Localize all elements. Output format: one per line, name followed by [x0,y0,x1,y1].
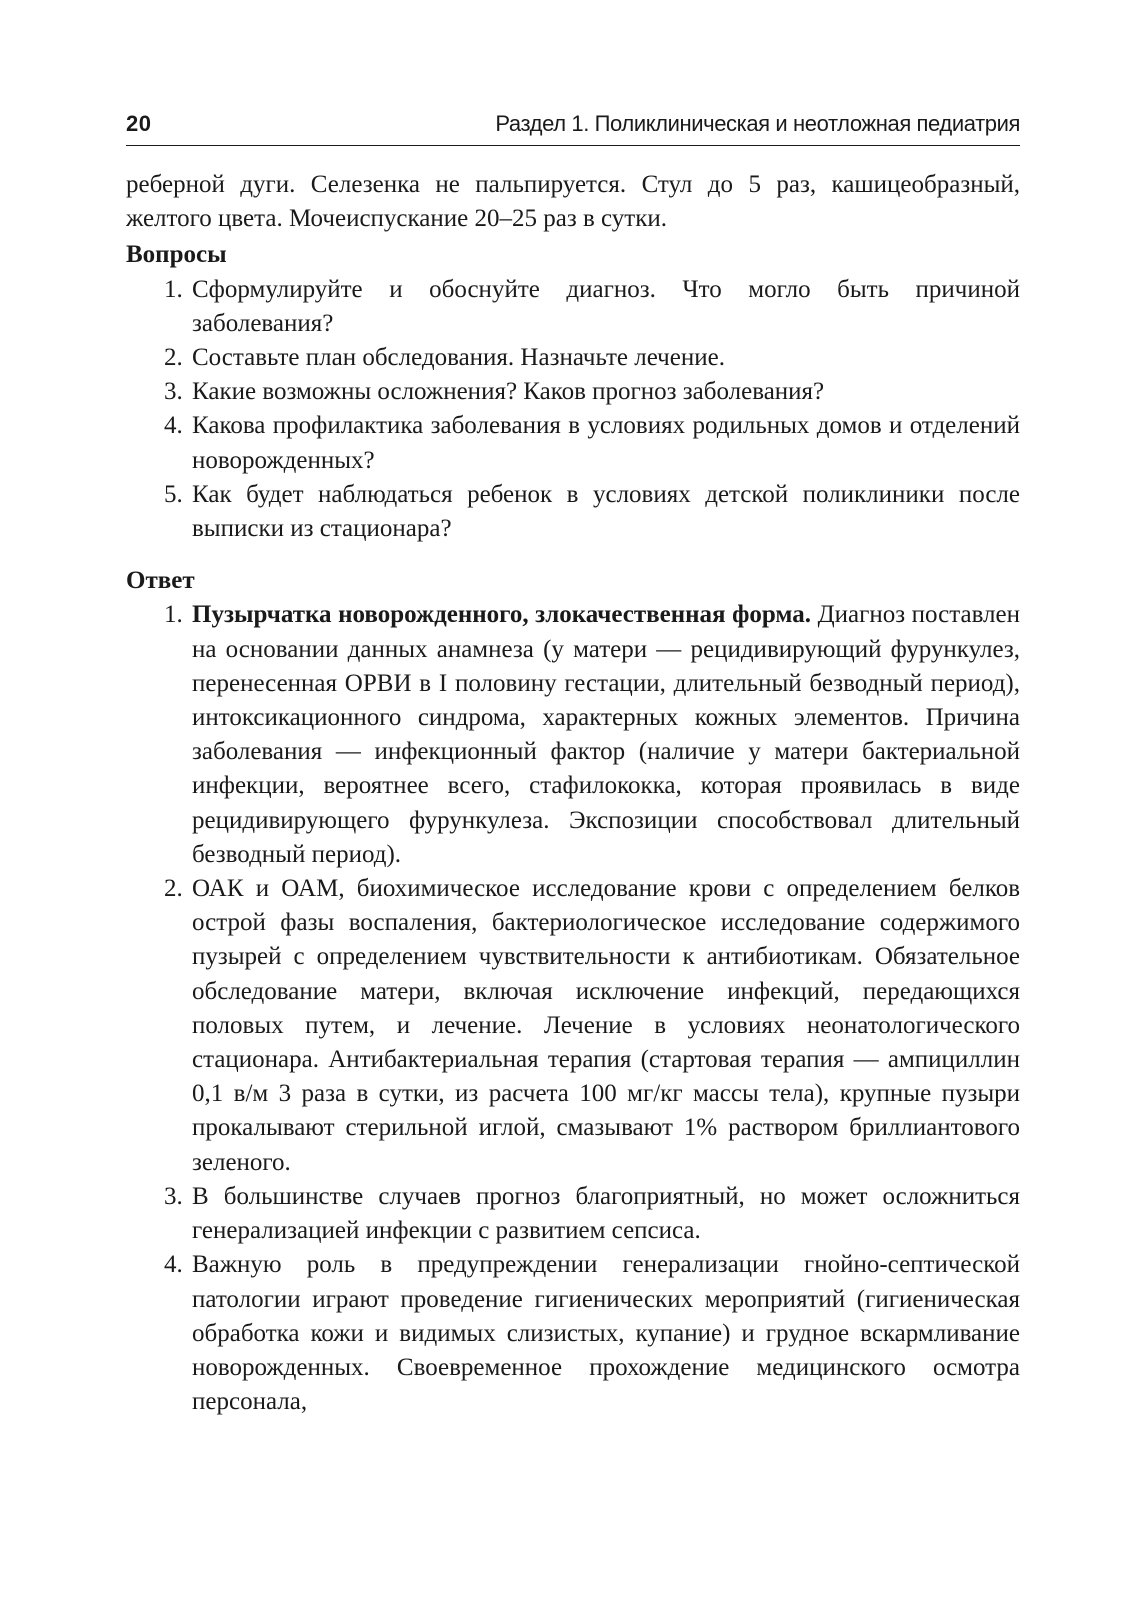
question-item [126,375,1020,409]
answer-number: 3. [164,1182,183,1210]
question-item [126,478,1020,546]
answers-list [126,598,1020,1419]
answer-heading: Ответ [126,567,195,595]
answer-number: 4. [164,1251,183,1279]
answer-item [126,872,1020,1180]
running-head-title: Раздел 1. Поликлиническая и неотложная педиатрия [495,111,1020,136]
answer-item [126,1248,1020,1419]
answer-text: Диагноз поставлен на основании данных анамнеза (у матери — рецидивирующий фурункулез, перенесенная ОРВИ в I половину гестации, длительный безводный период), интоксикационного синдрома, характерных кожных элементов. Причина заболевания — инфекционный фактор (наличие у матери бактериальной инфекции, вероятнее всего, стафилококка, которая проявилась в виде рецидивирующего фурункулеза. Экспозиции способствовал длительный безводный период). [192,601,1020,868]
question-text: Составьте план обследования. Назначьте лечение. [192,344,725,372]
answer-text: Важную роль в предупреждении генерализации гнойно-септической патологии играют проведение гигиенических мероприятий (гигиеническая обработка кожи и видимых слизистых, купание) и грудное вскармливание новорожденных. Своевременное прохождение медицинского осмотра персонала, [192,1251,1020,1416]
question-number: 3. [164,378,183,406]
intro-paragraph: реберной дуги. Селезенка не пальпируется. Стул до 5 раз, кашицеобразный, желтого цвета. Мочеиспускание 20–25 раз в сутки. [126,171,1020,233]
question-number: 1. [164,275,183,303]
answer-item [126,598,1020,872]
question-text: Сформулируйте и обоснуйте диагноз. Что могло быть причиной заболевания? [192,275,1020,337]
question-item [126,409,1020,477]
running-head [126,111,1020,146]
question-text: Какова профилактика заболевания в условиях родильных домов и отделений новорожденных? [192,412,1020,474]
questions-heading: Вопросы [126,241,227,269]
question-number: 5. [164,480,183,508]
answer-item [126,1180,1020,1248]
answer-text: ОАК и ОАМ, биохимическое исследование крови с определением белков острой фазы воспаления, бактериологическое исследование содержимого пузырей с определением чувствительности к антибиотикам. Обязательное обследование матери, включая исключение инфекций, передающихся половых путем, и лечение. Лечение в условиях неонатологического стационара. Антибактериальная терапия (стартовая терапия — ампициллин 0,1 в/м 3 раза в сутки, из расчета 100 мг/кг массы тела), крупные пузыри прокалывают стерильной иглой, смазывают 1% раствором бриллиантового зеленого. [192,875,1020,1176]
question-item [126,273,1020,341]
question-number: 4. [164,412,183,440]
answer-number: 1. [164,601,183,629]
questions-list [126,273,1020,547]
page-number: 20 [126,111,152,136]
answer-diagnosis: Пузырчатка новорожденного, злокачественная форма. [192,601,812,629]
answer-number: 2. [164,875,183,903]
question-text: Как будет наблюдаться ребенок в условиях детской поликлиники после выписки из стационара? [192,480,1020,543]
answer-text: В большинстве случаев прогноз благоприятный, но может осложниться генерализацией инфекции с развитием сепсиса. [192,1182,1020,1245]
question-item [126,341,1020,375]
question-number: 2. [164,344,183,372]
question-text: Какие возможны осложнения? Каков прогноз заболевания? [192,378,825,406]
body-text [126,168,1020,1419]
